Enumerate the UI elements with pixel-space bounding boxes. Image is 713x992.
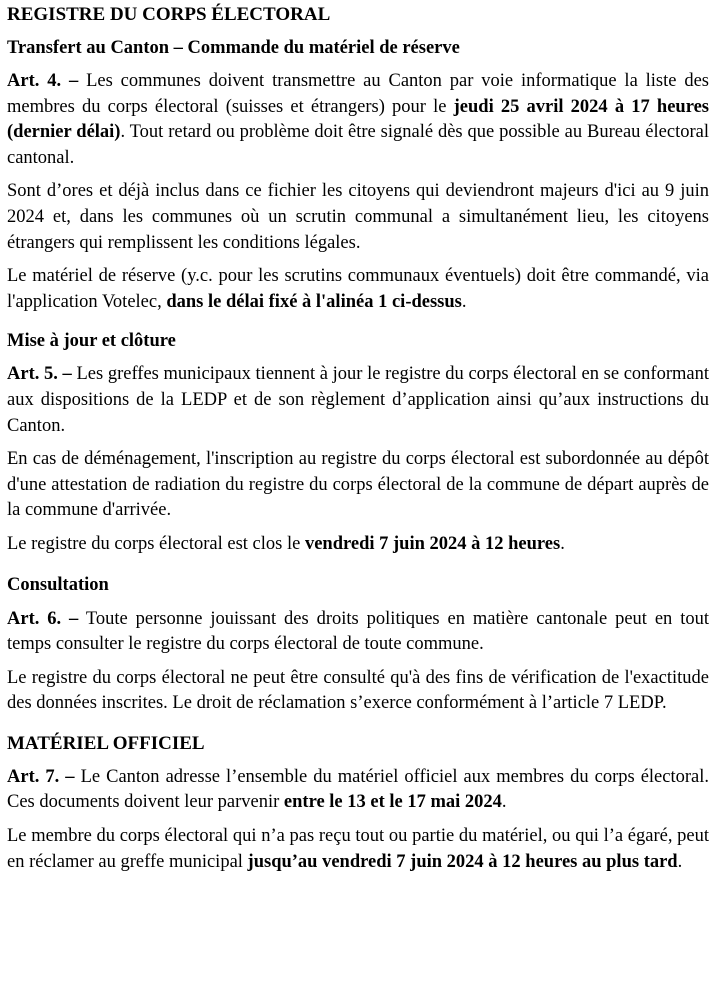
article-7-text-end: . xyxy=(501,792,507,813)
article-4-text-end: . Tout retard ou problème doit être signalé dès que possible au Bureau électoral cantonal. xyxy=(7,122,709,168)
article-4-label: Art. 4. – xyxy=(7,71,79,91)
article-7-label: Art. 7. – xyxy=(7,766,75,787)
paragraph-cloture-deadline: vendredi 7 juin 2024 à 12 heures xyxy=(304,533,561,554)
heading-transfert: Transfert au Canton – Commande du matériel de réserve xyxy=(7,38,460,58)
article-5-text: Les greffes municipaux tiennent à jour le registre du corps électoral en se conformant aux dispositions de la LEDP et de son règlement d’application ainsi qu’aux instructions du Canton. xyxy=(7,364,709,436)
paragraph-materiel-reserve-bold: dans le délai fixé à l'alinéa 1 ci-dessus xyxy=(166,291,462,312)
article-7-dates: entre le 13 et le 17 mai 2024 xyxy=(283,792,502,813)
article-7-text: Le Canton adresse l’ensemble du matériel officiel aux membres du corps électoral. Ces documents doivent leur parvenir xyxy=(7,766,710,813)
paragraph-cloture-text: Le registre du corps électoral est clos le xyxy=(7,533,305,554)
article-4-deadline: jeudi 25 avril 2024 à 17 heures (dernier délai) xyxy=(7,96,709,143)
heading-consultation: Consultation xyxy=(7,574,109,595)
article-6 xyxy=(7,607,709,658)
section-title-registre: REGISTRE DU CORPS ÉLECTORAL xyxy=(7,4,331,25)
article-7 xyxy=(7,765,709,816)
article-4 xyxy=(7,69,709,171)
article-6-label: Art. 6. – xyxy=(7,608,79,629)
paragraph-materiel-reserve xyxy=(7,264,709,315)
paragraph-reclamation-deadline: jusqu’au vendredi 7 juin 2024 à 12 heures au plus tard xyxy=(247,851,678,872)
paragraph-materiel-reserve-end: . xyxy=(461,291,467,312)
paragraph-materiel-reserve-text: Le matériel de réserve (y.c. pour les scrutins communaux éventuels) doit être commandé, via l'application Votelec, xyxy=(7,266,709,312)
paragraph-verification: Le registre du corps électoral ne peut être consulté qu'à des fins de vérification de l'exactitude des données inscrites. Le droit de réclamation s’exerce conformément à l’article 7 LEDP. xyxy=(7,667,709,714)
paragraph-reclamation-end: . xyxy=(677,851,683,872)
section-title-materiel: MATÉRIEL OFFICIEL xyxy=(7,732,205,754)
paragraph-cloture xyxy=(7,532,709,558)
article-5 xyxy=(7,362,709,439)
document-page xyxy=(7,0,709,875)
article-4-text: Les communes doivent transmettre au Canton par voie informatique la liste des membres du corps électoral (suisses et étrangers) pour le xyxy=(7,71,710,117)
paragraph-reclamation-text: Le membre du corps électoral qui n’a pas reçu tout ou partie du matériel, ou qui l’a égaré, peut en réclamer au greffe municipal xyxy=(7,826,709,872)
paragraph-cloture-end: . xyxy=(560,533,565,554)
article-6-text: Toute personne jouissant des droits politiques en matière cantonale peut en tout temps consulter le registre du corps électoral de toute commune. xyxy=(7,608,709,655)
paragraph-majeurs: Sont d’ores et déjà inclus dans ce fichier les citoyens qui deviendront majeurs d'ici au 9 juin 2024 et, dans les communes où un scrutin communal a simultanément lieu, les citoyens étrangers qui remplissent les conditions légales. xyxy=(7,181,709,253)
article-5-label: Art. 5. – xyxy=(7,364,72,385)
paragraph-reclamation xyxy=(7,824,709,875)
paragraph-demenagement: En cas de déménagement, l'inscription au registre du corps électoral est subordonnée au dépôt d'une attestation de radiation du registre du corps électoral de la commune de départ auprès de la commune d'arrivée. xyxy=(7,449,709,521)
heading-mise-a-jour: Mise à jour et clôture xyxy=(7,331,176,352)
